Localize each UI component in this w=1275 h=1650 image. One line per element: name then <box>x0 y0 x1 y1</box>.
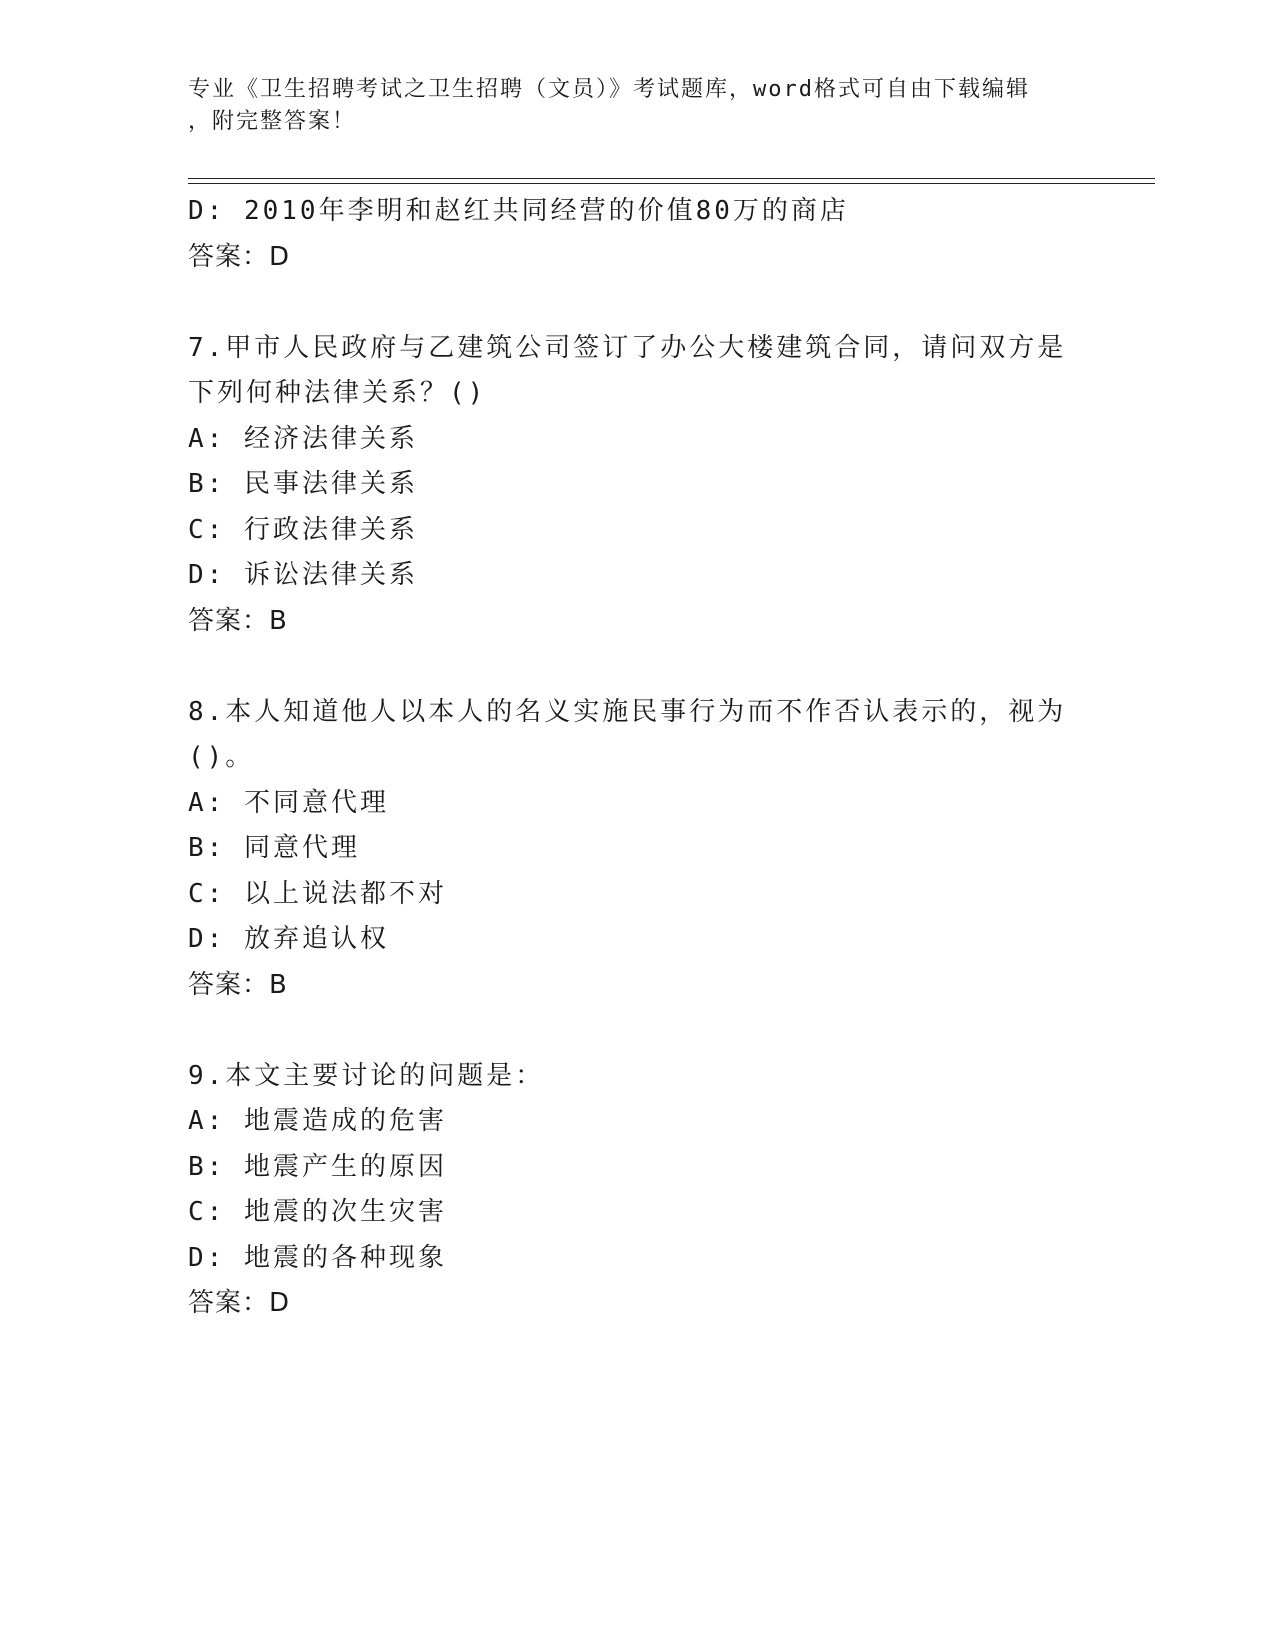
question-stem: 8.本人知道他人以本人的名义实施民事行为而不作否认表示的，视为 <box>188 696 1067 727</box>
prev-answer: 答案：D <box>188 241 291 272</box>
option-b: B: 民事法律关系 <box>188 469 418 499</box>
option-c: C: 行政法律关系 <box>188 514 418 545</box>
option-d: D: 诉讼法律关系 <box>188 560 418 590</box>
page-header <box>188 74 1068 138</box>
option-b: B: 同意代理 <box>188 833 360 863</box>
question-8 <box>188 690 1088 1009</box>
question-stem-continued: ()。 <box>188 742 255 772</box>
option-c: C: 以上说法都不对 <box>188 878 447 909</box>
question-7 <box>188 326 1088 645</box>
header-rule-top <box>188 178 1155 179</box>
option-d: D: 地震的各种现象 <box>188 1242 447 1273</box>
header-rule-bottom <box>188 183 1155 184</box>
question-9 <box>188 1054 1088 1327</box>
option-a: A: 地震造成的危害 <box>188 1106 447 1136</box>
question-stem: 9.本文主要讨论的问题是： <box>188 1060 545 1091</box>
spacer <box>188 280 1088 326</box>
question-list <box>188 189 1088 1327</box>
answer: 答案：B <box>188 969 288 1000</box>
header-title-line-1: 专业《卫生招聘考试之卫生招聘（文员）》考试题库，word格式可自由下载编辑 <box>188 77 1030 102</box>
prev-option-d: D: 2010年李明和赵红共同经营的价值80万的商店 <box>188 196 849 226</box>
option-a: A: 不同意代理 <box>188 787 389 818</box>
answer: 答案：D <box>188 1288 291 1318</box>
option-d: D: 放弃追认权 <box>188 924 389 954</box>
question-stem: 7.甲市人民政府与乙建筑公司签订了办公大楼建筑合同，请问双方是 <box>188 332 1067 363</box>
spacer <box>188 1008 1088 1054</box>
header-title-line-2: ，附完整答案！ <box>188 109 357 134</box>
answer: 答案：B <box>188 605 288 636</box>
spacer <box>188 644 1088 690</box>
option-a: A: 经济法律关系 <box>188 423 418 454</box>
option-b: B: 地震产生的原因 <box>188 1151 447 1182</box>
option-c: C: 地震的次生灾害 <box>188 1197 447 1227</box>
question-stem-continued: 下列何种法律关系？() <box>188 378 487 408</box>
